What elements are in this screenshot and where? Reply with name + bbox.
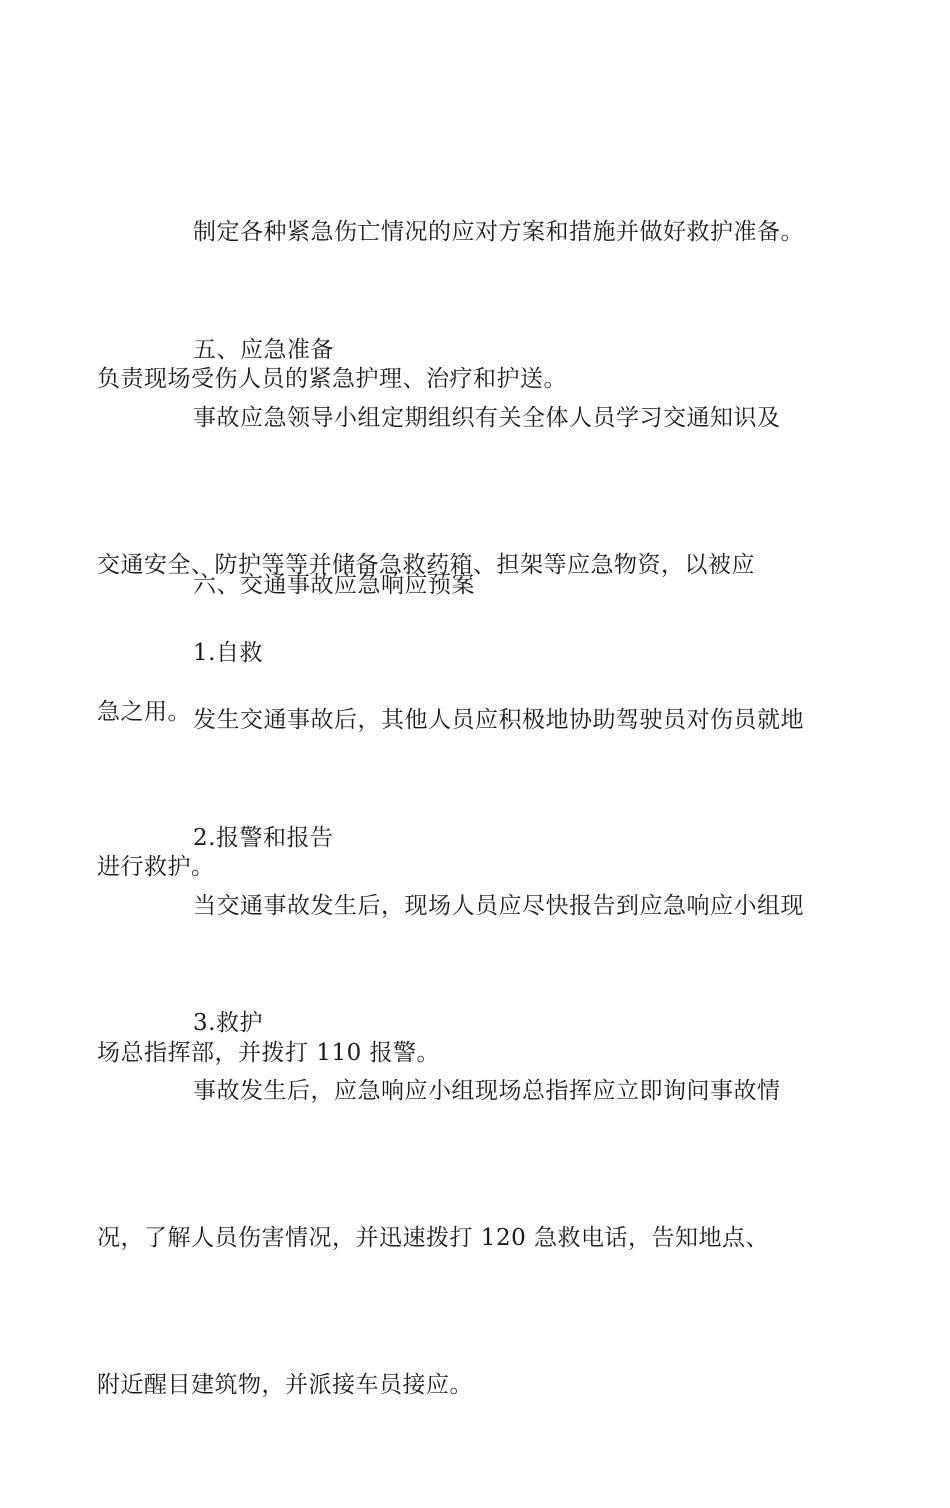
heading-text: 1.自救 bbox=[193, 640, 263, 666]
heading-text: 六、交通事故应急响应预案 bbox=[193, 572, 475, 598]
text-line: 负责现场受伤人员的紧急护理、治疗和护送。 bbox=[97, 366, 567, 392]
heading-text: 2.报警和报告 bbox=[193, 825, 334, 851]
text-line: 附近醒目建筑物，并派接车员接应。 bbox=[97, 1372, 473, 1398]
text-line: 交通安全、防护等等并储备急救药箱、担架等应急物资，以被应 bbox=[97, 552, 755, 578]
text-line: 制定各种紧急伤亡情况的应对方案和措施并做好救护准备。 bbox=[193, 219, 804, 245]
heading-text: 3.救护 bbox=[193, 1010, 263, 1036]
text-line: 急之用。 bbox=[97, 699, 191, 725]
paragraph-rescue bbox=[97, 969, 810, 1508]
text-line: 发生交通事故后，其他人员应积极地协助驾驶员对伤员就地 bbox=[193, 707, 804, 733]
heading-text: 五、应急准备 bbox=[193, 337, 334, 363]
text-line: 进行救护。 bbox=[97, 854, 215, 880]
text-line: 事故发生后，应急响应小组现场总指挥应立即询问事故情 bbox=[193, 1078, 781, 1104]
text-line: 场总指挥部，并拨打 110 报警。 bbox=[97, 1040, 441, 1066]
text-line: 况，了解人员伤害情况，并迅速拨打 120 急救电话，告知地点、 bbox=[97, 1225, 770, 1251]
text-line: 当交通事故发生后，现场人员应尽快报告到应急响应小组现 bbox=[193, 893, 804, 919]
text-line: 事故应急领导小组定期组织有关全体人员学习交通知识及 bbox=[193, 405, 781, 431]
